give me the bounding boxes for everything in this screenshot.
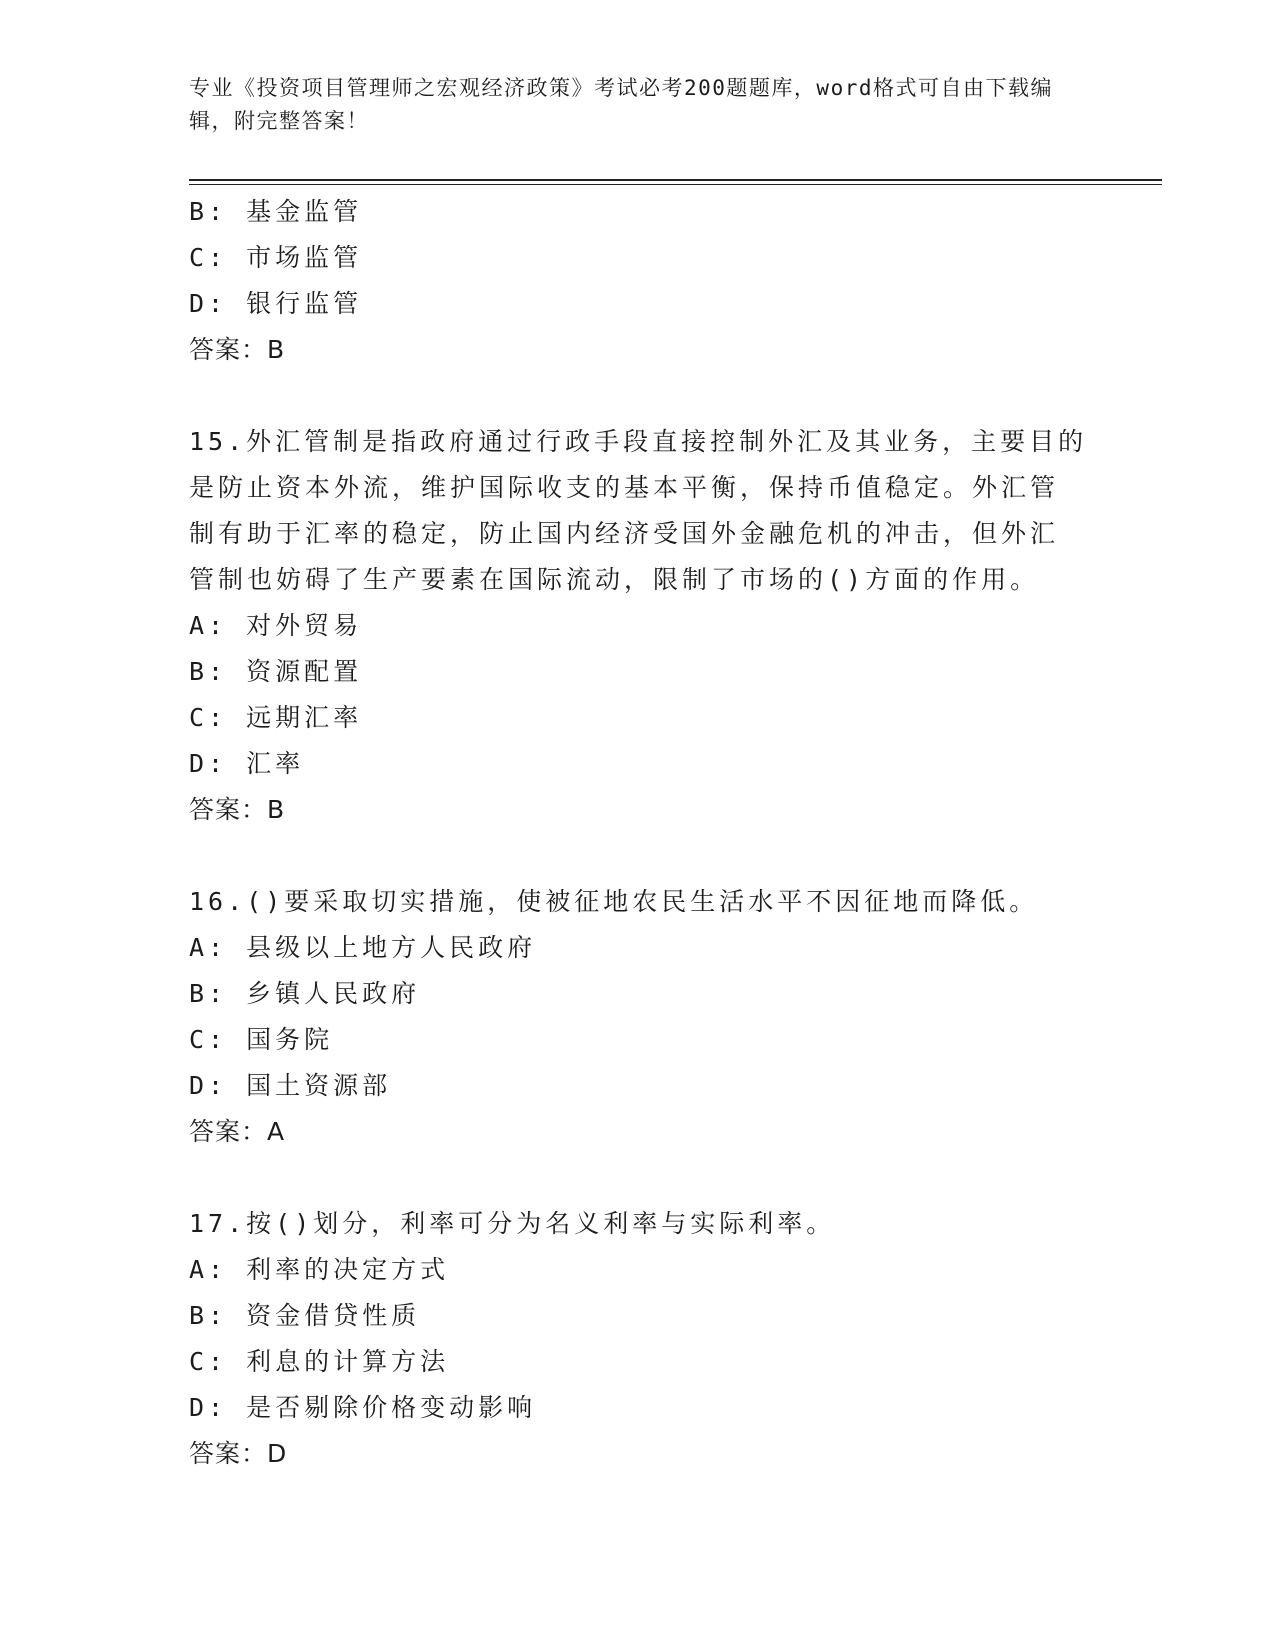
answer-line: 答案：B: [189, 795, 286, 824]
option-d: D: 银行监管: [189, 289, 363, 318]
answer-line: 答案：D: [189, 1439, 288, 1468]
option-d: D: 国土资源部: [189, 1071, 392, 1100]
answer-line: 答案：B: [189, 335, 286, 364]
question-stem-line: 15.外汇管制是指政府通过行政手段直接控制外汇及其业务，主要目的: [189, 427, 1088, 456]
option-c: C: 市场监管: [189, 243, 363, 272]
option-c: C: 国务院: [189, 1025, 334, 1054]
question-stem-line: 17.按()划分，利率可分为名义利率与实际利率。: [189, 1209, 836, 1238]
question-stem-line: 16.()要采取切实措施，使被征地农民生活水平不因征地而降低。: [189, 887, 1039, 916]
option-d: D: 汇率: [189, 749, 305, 778]
continued-question: [189, 189, 1089, 373]
option-a: A: 县级以上地方人民政府: [189, 933, 537, 962]
option-c: C: 远期汇率: [189, 703, 363, 732]
answer-line: 答案：A: [189, 1117, 286, 1146]
question-content: [189, 189, 1089, 1477]
spacer: [189, 833, 1089, 879]
question-17: [189, 1201, 1089, 1477]
question-stem-line: 制有助于汇率的稳定，防止国内经济受国外金融危机的冲击，但外汇: [189, 519, 1060, 548]
page-header: 专业《投资项目管理师之宏观经济政策》考试必考200题题库，word格式可自由下载编辑，附完整答案！: [189, 76, 1053, 133]
option-b: B: 资金借贷性质: [189, 1301, 421, 1330]
question-stem-line: 是防止资本外流，维护国际收支的基本平衡，保持币值稳定。外汇管: [189, 473, 1060, 502]
option-a: A: 利率的决定方式: [189, 1255, 450, 1284]
spacer: [189, 373, 1089, 419]
question-15: [189, 419, 1089, 833]
option-b: B: 基金监管: [189, 197, 363, 226]
header-divider: [189, 179, 1162, 185]
question-stem-line: 管制也妨碍了生产要素在国际流动，限制了市场的()方面的作用。: [189, 565, 1040, 594]
spacer: [189, 1155, 1089, 1201]
option-c: C: 利息的计算方法: [189, 1347, 450, 1376]
question-16: [189, 879, 1089, 1155]
option-d: D: 是否剔除价格变动影响: [189, 1393, 537, 1422]
option-b: B: 资源配置: [189, 657, 363, 686]
option-b: B: 乡镇人民政府: [189, 979, 421, 1008]
option-a: A: 对外贸易: [189, 611, 363, 640]
